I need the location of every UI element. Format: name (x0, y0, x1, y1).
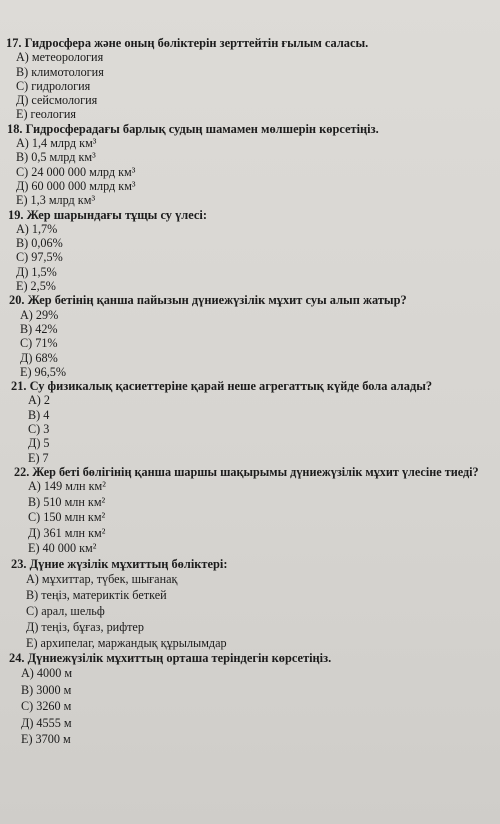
answer-option: E) 3700 м (21, 732, 71, 747)
question-body: Гидросферадағы барлық судың шамамен мөлшерін көрсетіңіз. (25, 121, 379, 136)
answer-option: E) 40 000 км² (28, 541, 97, 556)
question-19 (6, 208, 490, 294)
question-text (6, 557, 490, 571)
answer-option: Д) 5 (28, 436, 50, 451)
answer-option: Д) 4555 м (21, 715, 72, 730)
question-20 (6, 293, 490, 379)
answer-option: B) теңіз, материктік беткей (26, 588, 167, 602)
answer-option: C) 71% (20, 336, 58, 351)
answer-option: B) климотология (16, 64, 104, 79)
question-text (6, 651, 490, 665)
question-text (6, 208, 490, 222)
answer-option: Д) теңіз, бұғаз, рифтер (26, 620, 144, 634)
question-body: Жер беті бөлігінің қанша шаршы шақырымы дүниежүзілік мұхит үлесіне тиеді? (32, 464, 479, 479)
answer-option: Д) сейсмология (16, 93, 98, 108)
answer-option: Д) 361 млн км² (28, 525, 106, 540)
answer-option: E) 2,5% (16, 279, 56, 294)
answer-option: E) архипелаг, маржандық құрылымдар (26, 636, 227, 650)
question-number: 19. (8, 207, 24, 222)
question-17 (6, 36, 490, 122)
question-21 (6, 379, 490, 465)
question-text (6, 465, 490, 479)
answer-option: A) 4000 м (21, 666, 73, 681)
question-number: 24. (9, 651, 25, 665)
question-number: 21. (11, 379, 27, 394)
answer-option: A) 29% (20, 307, 59, 322)
question-number: 20. (9, 293, 25, 308)
question-number: 17. (6, 36, 22, 50)
answer-option: C) 3260 м (21, 699, 72, 714)
question-body: Гидросфера және оның бөліктерін зерттейтін ғылым саласы. (24, 36, 369, 50)
answer-option: B) 0,5 млрд км³ (16, 150, 96, 165)
question-body: Су физикалық қасиеттеріне қарай неше агрегаттық күйде бола алады? (29, 379, 433, 394)
answer-option: A) 2 (28, 393, 51, 408)
question-number: 18. (7, 121, 23, 136)
answer-option: A) мұхиттар, түбек, шығанақ (26, 572, 178, 586)
answer-option: B) 3000 м (21, 682, 72, 697)
question-24 (6, 651, 490, 748)
answer-option: A) 149 млн км² (28, 479, 106, 494)
question-text (6, 379, 490, 393)
answer-option: Д) 68% (20, 350, 58, 365)
answer-option: C) арал, шельф (26, 604, 105, 618)
answer-option: B) 0,06% (16, 236, 63, 251)
question-body: Жер шарындағы тұщы су үлесі: (26, 207, 207, 222)
question-body: Дүние жүзілік мұхиттың бөліктері: (29, 556, 228, 571)
question-body: Дүниежүзілік мұхиттың орташа теріндегін көрсетіңіз. (27, 651, 332, 665)
question-body: Жер бетінің қанша пайызын дүниежүзілік мұхит суы алып жатыр? (27, 293, 407, 308)
answer-option: E) 1,3 млрд км³ (16, 193, 96, 208)
answer-option: C) 97,5% (16, 250, 63, 265)
answer-option: A) метеорология (16, 50, 104, 65)
answer-option: A) 1,7% (16, 221, 58, 236)
answer-option: E) 96,5% (20, 364, 67, 379)
question-number: 23. (11, 556, 27, 571)
question-23 (6, 557, 490, 651)
answer-option: C) гидрология (16, 78, 91, 93)
answer-option: C) 150 млн км² (28, 510, 106, 525)
answer-option: B) 4 (28, 407, 50, 422)
question-number: 22. (14, 464, 30, 479)
answer-option: A) 1,4 млрд км³ (16, 136, 97, 151)
answer-option: B) 42% (20, 321, 58, 336)
answer-option: Д) 60 000 000 млрд км³ (16, 178, 136, 193)
answer-option: C) 3 (28, 422, 50, 437)
question-18 (6, 122, 490, 208)
question-text (6, 122, 490, 136)
answer-option: C) 24 000 000 млрд км³ (16, 164, 136, 179)
answer-option: B) 510 млн км² (28, 494, 106, 509)
question-text (6, 293, 490, 307)
question-text (6, 36, 490, 50)
answer-option: E) 7 (28, 450, 49, 465)
question-22 (6, 465, 490, 557)
answer-option: Д) 1,5% (16, 264, 57, 279)
answer-option: E) геология (16, 107, 77, 122)
